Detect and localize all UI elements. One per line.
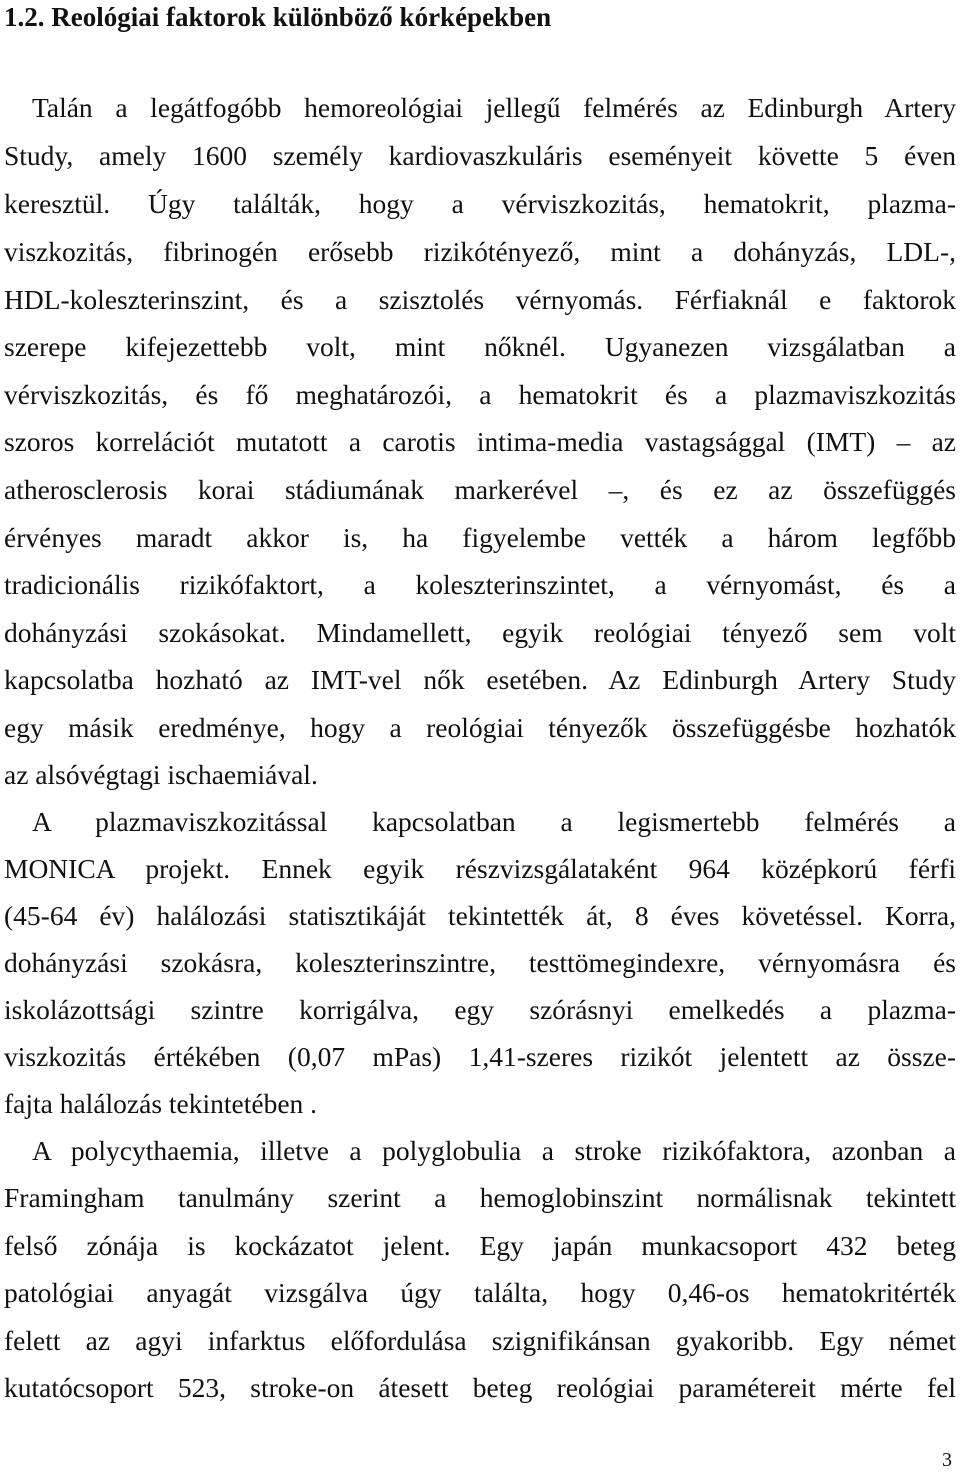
page-number: 3 xyxy=(942,1449,952,1471)
text-line: (45-64 év) halálozási statisztikáját tekintették át, 8 éves követéssel. Korra, xyxy=(4,900,956,931)
text-line: felső zónája is kockázatot jelent. Egy japán munkacsoport 432 beteg xyxy=(4,1230,956,1261)
text-line: A plazmaviszkozitással kapcsolatban a legismertebb felmérés a xyxy=(32,806,956,837)
text-line: egy másik eredménye, hogy a reológiai tényezők összefüggésbe hozhatók xyxy=(4,712,956,743)
text-line: fajta halálozás tekintetében . xyxy=(4,1088,318,1119)
text-line: Talán a legátfogóbb hemoreológiai jellegű felmérés az Edinburgh Artery xyxy=(32,92,956,123)
text-line: Study, amely 1600 személy kardiovaszkuláris eseményeit követte 5 éven xyxy=(4,140,956,171)
text-line: érvényes maradt akkor is, ha figyelembe vették a három legfőbb xyxy=(4,522,956,553)
text-line: tradicionális rizikófaktort, a koleszterinszintet, a vérnyomást, és a xyxy=(4,569,956,600)
text-line: atherosclerosis korai stádiumának markerével –, és ez az összefüggés xyxy=(4,474,956,505)
text-line: HDL-koleszterinszint, és a szisztolés vérnyomás. Férfiaknál e faktorok xyxy=(4,284,956,315)
text-line: szoros korrelációt mutatott a carotis intima-media vastagsággal (IMT) – az xyxy=(4,426,956,457)
text-line: szerepe kifejezettebb volt, mint nőknél. Ugyanezen vizsgálatban a xyxy=(4,331,956,362)
text-line: iskolázottsági szintre korrigálva, egy szórásnyi emelkedés a plazma- xyxy=(4,994,956,1025)
text-line: viszkozitás értékében (0,07 mPas) 1,41-szeres rizikót jelentett az össze- xyxy=(4,1041,956,1072)
text-line: Framingham tanulmány szerint a hemoglobinszint normálisnak tekintett xyxy=(4,1182,956,1213)
text-line: keresztül. Úgy találták, hogy a vérviszkozitás, hematokrit, plazma- xyxy=(4,188,956,219)
text-line: dohányzási szokásra, koleszterinszintre, testtömegindexre, vérnyomásra és xyxy=(4,947,956,978)
text-line: az alsóvégtagi ischaemiával. xyxy=(4,759,318,790)
text-line: MONICA projekt. Ennek egyik részvizsgálataként 964 középkorú férfi xyxy=(4,853,956,884)
text-line: kapcsolatba hozható az IMT-vel nők esetében. Az Edinburgh Artery Study xyxy=(4,664,956,695)
text-line: viszkozitás, fibrinogén erősebb rizikótényező, mint a dohányzás, LDL-, xyxy=(4,236,956,267)
text-line: vérviszkozitás, és fő meghatározói, a hematokrit és a plazmaviszkozitás xyxy=(4,379,956,410)
text-line: kutatócsoport 523, stroke-on átesett beteg reológiai paramétereit mérte fel xyxy=(4,1372,956,1403)
text-line: felett az agyi infarktus előfordulása szignifikánsan gyakoribb. Egy német xyxy=(4,1325,956,1356)
text-line: A polycythaemia, illetve a polyglobulia a stroke rizikófaktora, azonban a xyxy=(32,1135,956,1166)
text-line: patológiai anyagát vizsgálva úgy találta, hogy 0,46-os hematokritérték xyxy=(4,1277,956,1308)
section-heading: 1.2. Reológiai faktorok különböző kórképekben xyxy=(4,2,552,32)
text-line: dohányzási szokásokat. Mindamellett, egyik reológiai tényező sem volt xyxy=(4,617,956,648)
